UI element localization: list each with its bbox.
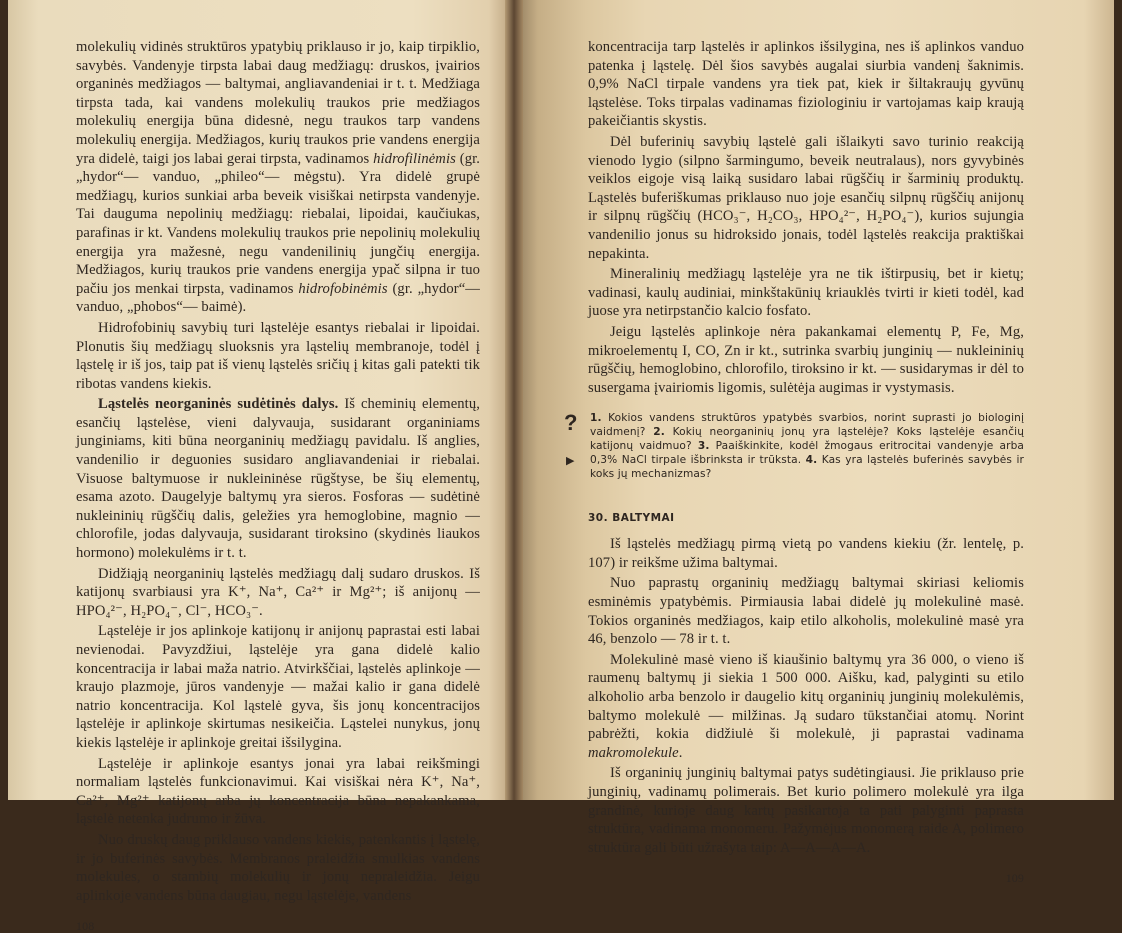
italic-term: makromolekule bbox=[588, 744, 679, 761]
section-lead: Ląstelės neorganinės sudėtinės dalys. bbox=[98, 396, 339, 413]
text: Iš cheminių elementų, esančių ląstelėse, vieni dalyvauja, susidarant organiniams junginiams, kiti būna neorganinių medžiagų pavidalu. Iš anglies, vandenilio ir deguonies susidaro angliavandeniai ir riebalai. Visuose baltymuose ir nukleininėse rūgštyse, be šių elementų, esama azoto. Daugelyje baltymų yra sieros. Fosforas — sudėtinė nukleininių rūgščių dalis, geležies yra hemoglobine, magnio — chlorofile, jodas dalyvauja, susidarant tiroksino (skydinės liaukos hormono) molekulėms ir t. t. bbox=[76, 396, 480, 562]
paragraph: Mineralinių medžiagų ląstelėje yra ne tik ištirpusių, bet ir kietų; vadinasi, kaulų audiniai, minkštakūnių kriauklės tvirti ir kieti todėl, kad juose yra netirpstančio kalcio fosfato. bbox=[588, 266, 1024, 320]
page-number: 109 bbox=[1005, 871, 1024, 886]
question-number: 2. bbox=[653, 426, 665, 439]
paragraph: Iš ląstelės medžiagų pirmą vietą po vandens kiekiu (žr. lentelę, p. 107) ir reikšme užima baltymai. bbox=[588, 536, 1024, 571]
paragraph: Hidrofobinių savybių turi ląstelėje esantys riebalai ir lipoidai. Plonutis šių medžiagų sluoksnis yra ląstelių membranoje, todėl į ląstelę ir iš jos, taip pat iš vienų ląstelės sričių į kitas gali patekti tik ribotas vandens kiekis. bbox=[76, 319, 480, 392]
page-number: 108 bbox=[76, 919, 95, 933]
paragraph: Nuo druskų daug priklauso vandens kiekis, patenkantis į ląstelę, ir jo buferinės savybės. Membranos praleidžia smulkias vandens molekules, o stambių molekulių ir jonų nepraleidžia. Jeigu aplinkoje vandens būna daugiau, negu ląstelėje, vandens bbox=[76, 831, 480, 904]
paragraph bbox=[76, 38, 480, 317]
question: Kas yra ląstelės buferinės savybės ir koks jų mechanizmas? bbox=[590, 454, 1024, 481]
arrow-right-icon: ▶ bbox=[566, 454, 575, 468]
question: Kokių neorganinių jonų yra ląstelėje? Koks ląstelėje esančių katijonų vaidmuo? bbox=[590, 426, 1025, 453]
section-heading: 30. BALTYMAI bbox=[588, 512, 675, 525]
paragraph: Jeigu ląstelės aplinkoje nėra pakankamai elementų P, Fe, Mg, mikroelementų I, CO, Zn ir kt., sutrinka svarbių junginių — nukleininių rūgščių, hemoglobino, chlorofilo, tiroksino ir kt. — susidarymas ir dėl to susergama įvairiomis ligomis, sulėtėja augimas ir vystymasis. bbox=[588, 323, 1024, 396]
paragraph: Dėl buferinių savybių ląstelė gali išlaikyti savo turinio reakciją vienodo lygio (silpno šarmingumo, beveik neutralaus), nors gyvybinės veiklos eigoje visą laiką susidaro labai rūgščių ir šarminių produktų. Ląstelės buferiškumas priklauso nuo joje esančių silpnų rūgščių anijonų ir silpnų rūgščių (HCO₃⁻, H₂CO₃, HPO₄²⁻, H₂PO₄⁻), kurios sujungia vandenilio jonus su hidroksido jonais, todėl ląstelės reakcija praktiškai nepakinta. bbox=[588, 133, 1024, 262]
question-number: 1. bbox=[590, 412, 602, 425]
book-spine bbox=[505, 0, 523, 800]
text: Molekulinė masė vieno iš kiaušinio baltymų yra 36 000, o vieno iš raumenų baltymų ji siekia 1 500 000. Aišku, kad, palyginti su etilo alkoholio arba benzolo ir daugelio kitų organinių junginių molekulėmis, baltymo molekulė — milžinas. Ją sudaro tūkstančiai atomų. Norint pabrėžti, kokia didžiulė ši molekulė, ji paprastai vadinama bbox=[588, 651, 1024, 743]
paragraph: Ląstelėje ir aplinkoje esantys jonai yra labai reikšmingi normaliam ląstelės funkcionavimui. Kai visiškai nėra K⁺, Na⁺, Ca²⁺, Mg²⁺ katijonų arba jų koncentracija būna nepakankama, ląstelė netenka judrumo ir žūva. bbox=[76, 755, 480, 828]
paragraph: koncentracija tarp ląstelės ir aplinkos išsilygina, nes iš aplinkos vanduo patenka į ląstelę. Dėl šios savybės augalai siurbia vandenį šaknimis. 0,9% NaCl tirpale vandens yra tiek pat, kiek ir šiltakraujų gyvūnų ląstelėse. Toks tirpalas vadinamas fiziologiniu ir vartojamas kaip kraują pakeičiantis skystis. bbox=[588, 39, 1024, 130]
italic-term: hidrofilinėmis bbox=[373, 150, 456, 167]
text: (gr. „hydor“— vanduo, „phileo“— mėgstu). Yra didelė grupė medžiagų, kurios sunkiai arba beveik visiškai netirpsta vandenyje. Tai dauguma nepolinių medžiagų: riebalai, lipoidai, kaučiukas, parafinas ir kt. Vandens molekulių traukos prie nepolinių molekulių energija yra mažesnė, negu vandenilinių jungčių energija. Medžiagos, kurių traukos prie vandens energija ypač silpna ir tuo pačiu jos menkai tirpsta, vadinamos bbox=[76, 150, 480, 297]
text: . bbox=[678, 744, 683, 761]
review-questions bbox=[564, 410, 1025, 481]
question: Kokios vandens struktūros ypatybės svarbios, norint suprasti jo biologinį vaidmenį? bbox=[590, 412, 1024, 439]
right-page-text bbox=[564, 38, 1025, 886]
paragraph: Nuo paprastų organinių medžiagų baltymai skiriasi keliomis esminėmis ypatybėmis. Pirmiausia labai didelė jų molekulinė masė. Tokios organinės medžiagos, kaip etilo alkoholis, molekulinė masė yra 46, benzolo — 78 ir t. t. bbox=[588, 575, 1024, 648]
paragraph: Iš organinių junginių baltymai patys sudėtingiausi. Jie priklauso prie junginių, vadinamų polimerais. Bet kurio polimero molekulė yra ilga grandinė, kurioje daug kartų pasikartoja ta pati palyginti paprasta struktūra, vadinama monomeru. Pažymėjus monomerą raide A, polimero struktūra gali būti užrašyta taip: A—A—A—A. bbox=[588, 765, 1024, 856]
question-mark-icon: ? bbox=[564, 410, 578, 436]
paragraph bbox=[588, 651, 1024, 763]
text: (gr. „hydor“— vanduo, „phobos“— baimė). bbox=[76, 280, 480, 316]
right-page bbox=[514, 0, 1114, 886]
question-number: 3. bbox=[697, 440, 710, 453]
paragraph: Didžiąją neorganinių ląstelės medžiagų dalį sudaro druskos. Iš katijonų svarbiausi yra K⁺, Na⁺, Ca²⁺ ir Mg²⁺; iš anijonų — HPO₄²⁻, H₂PO₄⁻, Cl⁻, HCO₃⁻. bbox=[76, 565, 480, 619]
left-page-text bbox=[76, 38, 480, 933]
left-page bbox=[8, 0, 514, 933]
text: molekulių vidinės struktūros ypatybių priklauso ir jo, kaip tirpiklio, savybės. Vandenyje tirpsta labai daug medžiagų: druskos, įvairios organinės medžiagos — baltymai, angliavandeniai ir t. t. Medžiaga tirpsta tada, kai vandens molekulių traukos prie medžiagos molekulių energija būna didesnė, negu traukos tarp vandens molekulių energija. Medžiagos, kurių traukos prie vandens energija yra didelė, taigi jos labai gerai tirpsta, vadinamos bbox=[76, 39, 480, 167]
question-number: 4. bbox=[805, 454, 818, 467]
italic-term: hidrofobinėmis bbox=[298, 280, 388, 297]
question: Paaiškinkite, kodėl žmogaus eritrocitai vandenyje arba 0,3% NaCl tirpale išbrinksta ir trūksta. bbox=[590, 440, 1024, 467]
paragraph bbox=[76, 395, 480, 562]
paragraph: Ląstelėje ir jos aplinkoje katijonų ir anijonų paprastai esti labai nevienodai. Pavyzdžiui, ląstelėje yra gana didelė kalio koncentracija ir labai maža natrio. Atvirkščiai, ląstelės aplinkoje — kraujo plazmoje, jūros vandenyje — mažai kalio ir gana didelė natrio koncentracija. Kol ląstelė gyva, šis jonų koncentracijos ląstelėje ir aplinkoje skirtumas nesikeičia. Ląstelei nunykus, jonų kiekis ląstelėje ir aplinkoje greitai išsilygina. bbox=[76, 623, 480, 751]
